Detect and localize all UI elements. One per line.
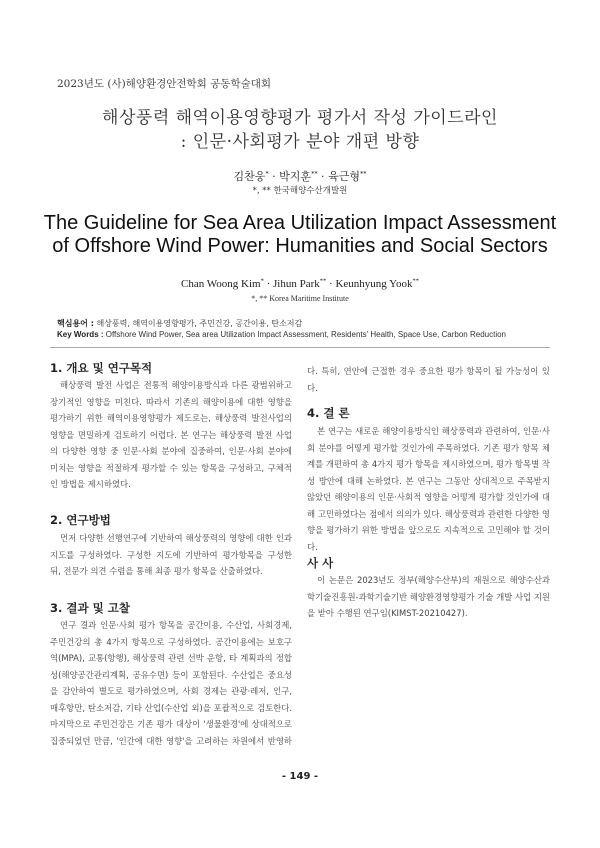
korean-title-line-1: 해상풍력 해역이용영향평가 평가서 작성 가이드라인	[102, 108, 498, 128]
author-separator: ·	[317, 170, 329, 183]
english-affiliation: *, ** Korea Maritime Institute	[251, 294, 349, 303]
affiliation-mark: **	[412, 277, 419, 285]
korean-title-line-2: : 인문·사회평가 분야 개편 방향	[180, 132, 420, 152]
results-continued-text: 다. 특히, 연안에 근접한 경우 중요한 평가 항목이 될 가능성이 있다.	[307, 366, 550, 393]
section-body-methods: 먼저 다양한 선행연구에 기반하여 해상풍력의 영향에 대한 인과지도를 구성하였다. 구성한 지도에 기반하여 평가항목을 구성한 뒤, 전문가 의견 수렴을 통해 최종 평가 항목을 산출하였다.	[50, 533, 292, 576]
author-separator: ·	[263, 278, 274, 290]
author-name: Chan Woong Kim	[181, 278, 261, 290]
author-name: Keunhyung Yook	[335, 278, 413, 290]
section-heading-acknowledgement: 사 사	[307, 556, 334, 570]
section-body-results-continued	[307, 363, 550, 396]
author-separator: ·	[326, 278, 336, 290]
author-separator: ·	[268, 170, 280, 183]
section-body-introduction: 해상풍력 발전 사업은 전통적 해양이용방식과 다른 광범위하고 장기적인 영향을 미친다. 따라서 기존의 해양이용에 대한 영향을 평가하기 위한 해역이용영향평가 제도로는, 해상풍력 발전사업의 영향을 면밀하게 검토하기 어렵다. 본 연구는 해상풍력 발전 사업의 다양한 영향 중 인문·사회 분야에 집중하여, 인문·사회 분야에 미치는 영향을 적절하게 평가할 수 있는 항목을 구성하고, 구체적인 방법을 제시하였다.	[50, 380, 292, 489]
affiliation-mark: **	[319, 277, 327, 285]
section-heading-conclusion: 4. 결 론	[307, 406, 350, 420]
english-authors	[0, 278, 600, 290]
author-name: 박지훈	[279, 170, 312, 183]
korean-authors	[0, 168, 600, 184]
affiliation-mark: *	[265, 169, 269, 178]
header-divider	[50, 347, 550, 348]
author-name: 김찬웅	[233, 170, 266, 183]
keywords-label: Key Words :	[57, 330, 104, 339]
english-title-line-2: of Offshore Wind Power: Humanities and Social Sectors	[52, 235, 548, 257]
section-body-conclusion: 본 연구는 새로운 해양이용방식인 해상풍력과 관련하여, 인문·사회 분야를 어떻게 평가할 것인가에 주목하였다. 기존 평가 항목 체계를 개편하여 총 4가지 평가 항목을 제시하였으며, 평가 항목별 작성 방안에 대해 논하였다. 본 연구는 그동안 상대적으로 주목받지 않았던 해양이용의 인문·사회적 영향을 어떻게 평가할 것인가에 대해 고민하였다는 점에서 의의가 있다. 해상풍력과 관련한 다양한 영향을 평가하기 위한 방법을 앞으로도 지속적으로 고민해야 할 것이다.	[307, 426, 550, 552]
section-heading-results: 3. 결과 및 고찰	[50, 601, 130, 615]
author-name: 육근형	[328, 170, 360, 183]
affiliation-mark: *	[260, 277, 264, 285]
author-name: Jihun Park	[273, 278, 320, 290]
keywords-label: 핵심용어 :	[57, 319, 94, 328]
affiliation-mark: **	[311, 169, 318, 178]
keywords-english	[57, 330, 557, 339]
section-heading-methods: 2. 연구방법	[50, 513, 111, 527]
english-title-line-1: The Guideline for Sea Area Utilization Impact Assessment	[43, 212, 557, 234]
conference-header: 2023년도 (사)해양환경안전학회 공동학술대회	[57, 78, 272, 90]
section-body-acknowledgement: 이 논문은 2023년도 정부(해양수산부)의 재원으로 해양수산과학기술진흥원-과학기술기반 해양환경영향평가 기술 개발 사업 지원을 받아 수행된 연구임(KIMST-20210427).	[307, 575, 550, 618]
section-heading-introduction: 1. 개요 및 연구목적	[50, 361, 153, 375]
keywords-text: Offshore Wind Power, Sea area Utilization Impact Assessment, Residents' Health, Space Use, Carbon Reduction	[103, 330, 506, 339]
page-number: - 149 -	[281, 771, 319, 782]
affiliation-mark: **	[359, 169, 367, 178]
section-body-results: 연구 결과 인문·사회 평가 항목을 공간이용, 수산업, 사회경제, 주민건강의 총 4가지 항목으로 구성하였다. 공간이용에는 보호구역(MPA), 교통(항행), 해상풍력 관련 선박 운항, 타 계획과의 정합성(해양공간관리계획, 공유수면) 등이 포함된다. 수산업은 중요성을 감안하여 별도로 평가하였으며, 사회 경제는 관광·레저, 인구, 매후항만, 탄소저감, 기타 산업(수산업 외)을 포괄적으로 검토한다. 마지막으로 주민건강은 기존 평가 대상이 '생물환경'에 상대적으로 집중되었던 만큼, '인간에 대한 영향'을 고려하는 차원에서 반영하	[50, 620, 292, 746]
keywords-korean	[57, 318, 557, 329]
korean-affiliation: *, ** 한국해양수산개발원	[252, 186, 348, 196]
keywords-text: 해상풍력, 해역이용영향평가, 주민건강, 공간이용, 탄소저감	[93, 319, 303, 328]
